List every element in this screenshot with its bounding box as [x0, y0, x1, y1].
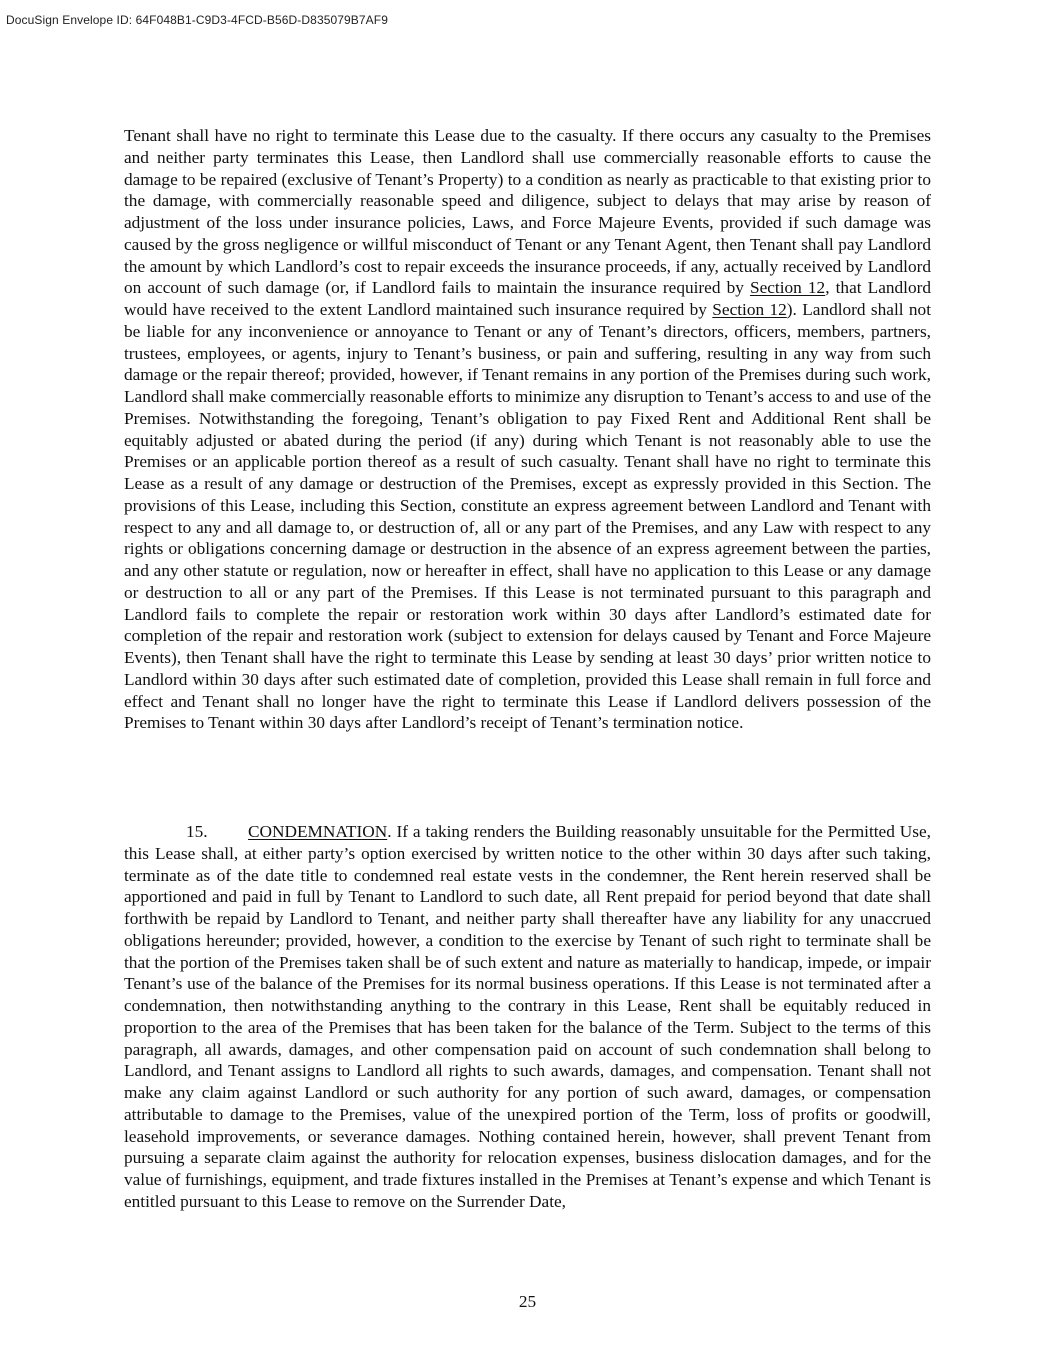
casualty-paragraph [124, 125, 931, 734]
casualty-text-part-a: Tenant shall have no right to terminate this Lease due to the casualty. If there occurs any casualty to the Premises and neither party terminates this Lease, then Landlord shall use commercially reasonable efforts to cause the damage to be repaired (exclusive of Tenant’s Property) to a condition as nearly as practicable to that existing prior to the damage, with commercially reasonable speed and diligence, subject to delays that may arise by reason of adjustment of the loss under insurance policies, Laws, and Force Majeure Events, provided if such damage was caused by the gross negligence or willful misconduct of Tenant or any Tenant Agent, then Tenant shall pay Landlord the amount by which Landlord’s cost to repair exceeds the insurance proceeds, if any, actually received by Landlord on account of such damage (or, if Landlord fails to maintain the insurance required by [124, 126, 931, 298]
page-number: 25 [518, 1292, 537, 1311]
casualty-text-part-b: , that Landlord would have received to the extent Landlord maintained such insurance required by [124, 278, 931, 319]
section-number: 15. [186, 822, 208, 841]
casualty-paragraph-text [124, 125, 931, 734]
condemnation-body: . If a taking renders the Building reasonably unsuitable for the Permitted Use, this Lease shall, at either party’s option exercised by written notice to the other within 30 days after such taking, terminate as of the date title to condemned real estate vests in the condemner, the Rent herein reserved shall be apportioned and paid in full by Tenant to Landlord to such date, all Rent prepaid for period beyond that date shall forthwith be repaid by Landlord to Tenant, and neither party shall thereafter have any liability for any unaccrued obligations hereunder; provided, however, a condition to the exercise by Tenant of such right to terminate shall be that the portion of the Premises taken shall be of such extent and nature as materially to handicap, impede, or impair Tenant’s use of the balance of the Premises for its normal business operations. If this Lease is not terminated after a condemnation, then notwithstanding anything to the contrary in this Lease, Rent shall be equitably reduced in proportion to the area of the Premises that has been taken for the balance of the Term. Subject to the terms of this paragraph, all awards, damages, and other compensation paid on account of such condemnation shall belong to Landlord, and Tenant assigns to Landlord all rights to such awards, damages, and compensation. Tenant shall not make any claim against Landlord or such authority for any portion of such award, damages, or compensation attributable to damage to the Premises, value of the unexpired portion of the Term, loss of profits or goodwill, leasehold improvements, or severance damages. Nothing contained herein, however, shall prevent Tenant from pursuing a separate claim against the authority for relocation expenses, business dislocation damages, and for the value of furnishings, equipment, and trade fixtures installed in the Premises at Tenant’s expense and which Tenant is entitled pursuant to this Lease to remove on the Surrender Date, [124, 822, 931, 1211]
casualty-text-part-c: ). Landlord shall not be liable for any inconvenience or annoyance to Tenant or any of Tenant’s directors, officers, members, partners, trustees, employees, or agents, injury to Tenant’s business, or pain and suffering, resulting in any way from such damage or the repair thereof; provided, however, if Tenant remains in any portion of the Premises during such work, Landlord shall make commercially reasonable efforts to minimize any disruption to Tenant’s access to and use of the Premises. Notwithstanding the foregoing, Tenant’s obligation to pay Fixed Rent and Additional Rent shall be equitably adjusted or abated during the period (if any) during which Tenant is not reasonably able to use the Premises or an applicable portion thereof as a result of such casualty. Tenant shall have no right to terminate this Lease as a result of any damage or destruction of the Premises, except as expressly provided in this Section. The provisions of this Lease, including this Section, constitute an express agreement between Landlord and Tenant with respect to any and all damage to, or destruction of, all or any part of the Premises, and any Law with respect to any rights or obligations concerning damage or destruction in the absence of an express agreement between the parties, and any other statute or regulation, now or hereafter in effect, shall have no application to this Lease or any damage or destruction to all or any part of the Premises. If this Lease is not terminated pursuant to this paragraph and Landlord fails to complete the repair or restoration work within 30 days after Landlord’s estimated date for completion of the repair and restoration work (subject to extension for delays caused by Tenant and Force Majeure Events), then Tenant shall have the right to terminate this Lease by sending at least 30 days’ prior written notice to Landlord within 30 days after such estimated date of completion, provided this Lease shall remain in full force and effect and Tenant shall no longer have the right to terminate this Lease if Landlord delivers possession of the Premises to Tenant within 30 days after Landlord’s receipt of Tenant’s termination notice. [124, 300, 931, 733]
section-12-reference-2: Section 12 [712, 300, 787, 319]
condemnation-section [124, 821, 931, 1213]
section-heading: CONDEMNATION [248, 822, 388, 841]
docusign-envelope-id: DocuSign Envelope ID: 64F048B1-C9D3-4FCD-B56D-D835079B7AF9 [6, 13, 388, 27]
condemnation-paragraph-text [124, 821, 931, 1213]
section-12-reference-1: Section 12 [749, 278, 826, 298]
